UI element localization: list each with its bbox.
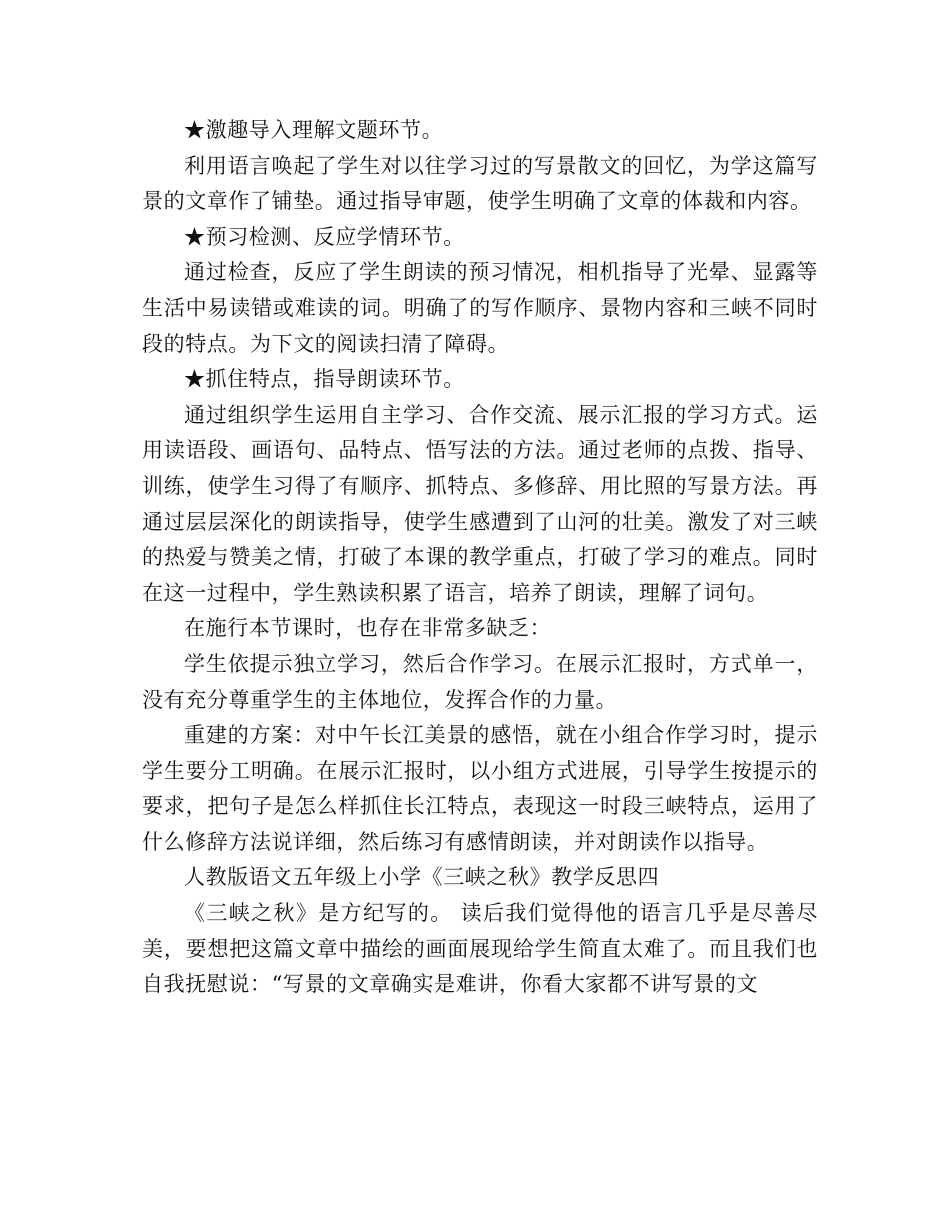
body-paragraph: 通过组织学生运用自主学习、合作交流、展示汇报的学习方式。运用读语段、画语句、品特点、悟写法的方法。通过老师的点拨、指导、训练，使学生习得了有顺序、抓特点、多修辞、用比照的写景方法。再通过层层深化的朗读指导，使学生感遭到了山河的壮美。激发了对三峡的热爱与赞美之情，打破了本课的教学重点，打破了学习的难点。同时在这一过程中，学生熟读积累了语言，培养了朗读，理解了词句。 bbox=[142, 402, 818, 605]
body-paragraph: 通过检查，反应了学生朗读的预习情况，相机指导了光晕、显露等生活中易读错或难读的词。明确了的写作顺序、景物内容和三峡不同时段的特点。为下文的阅读扫清了障碍。 bbox=[142, 260, 818, 356]
body-paragraph: 重建的方案：对中午长江美景的感悟，就在小组合作学习时，提示学生要分工明确。在展示汇报时，以小组方式进展，引导学生按提示的要求，把句子是怎么样抓住长江特点，表现这一时段三峡特点，运用了什么修辞方法说详细，然后练习有感情朗读，并对朗读作以指导。 bbox=[142, 723, 818, 854]
section-heading-interest-intro: ★激趣导入理解文题环节。 bbox=[184, 118, 444, 142]
body-paragraph: 《三峡之秋》是方纪写的。 读后我们觉得他的语言几乎是尽善尽美，要想把这篇文章中描绘的画面展现给学生简直太难了。而且我们也自我抚慰说：“写景的文章确实是难讲，你看大家都不讲写景的文 bbox=[142, 901, 818, 997]
body-paragraph: 在施行本节课时，也存在非常多缺乏： bbox=[184, 616, 552, 641]
document-body bbox=[142, 113, 818, 1003]
body-paragraph: 学生依提示独立学习，然后合作学习。在展示汇报时，方式单一，没有充分尊重学生的主体地位，发挥合作的力量。 bbox=[142, 651, 818, 712]
section-heading-reading-guidance: ★抓住特点，指导朗读环节。 bbox=[184, 367, 465, 392]
section-heading-preview-check: ★预习检测、反应学情环节。 bbox=[184, 224, 465, 249]
body-paragraph: 利用语言唤起了学生对以往学习过的写景散文的回忆，为学这篇写景的文章作了铺垫。通过指导审题，使学生明确了文章的体裁和内容。 bbox=[142, 153, 818, 214]
article-title: 人教版语文五年级上小学《三峡之秋》教学反思四 bbox=[184, 865, 660, 890]
